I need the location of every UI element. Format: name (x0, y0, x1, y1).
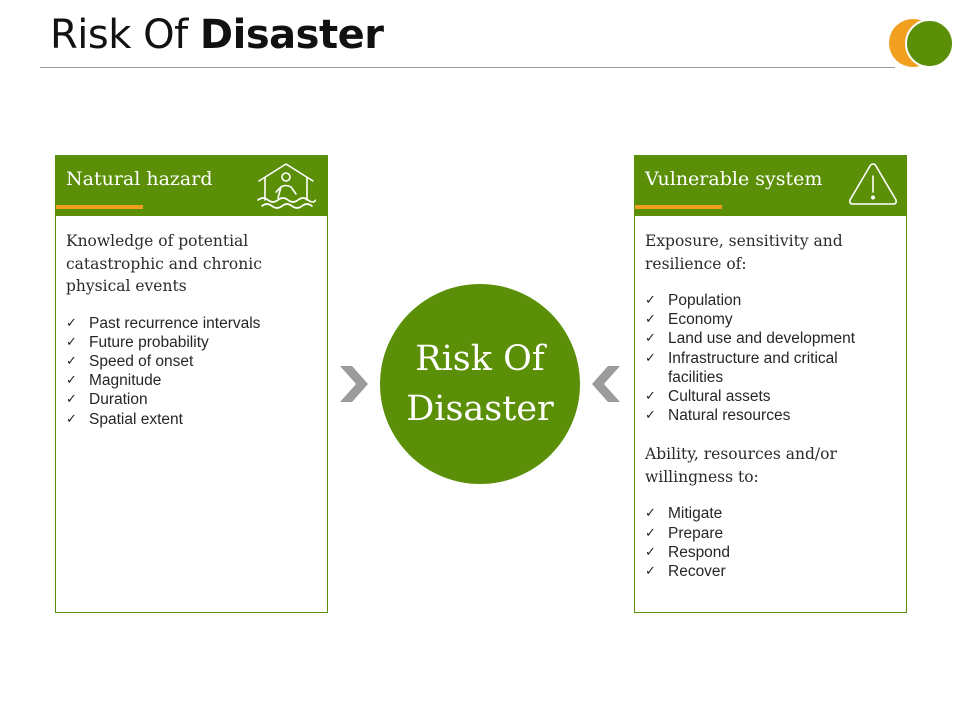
header-accent-line (56, 205, 143, 209)
check-icon: ✓ (645, 312, 656, 328)
ability-list (645, 504, 897, 581)
list-item: ✓ Natural resources (645, 407, 791, 425)
check-icon: ✓ (66, 353, 77, 369)
list-item: ✓ Past recurrence intervals (66, 314, 261, 332)
title-light: Risk Of (50, 12, 188, 58)
check-icon: ✓ (645, 389, 656, 405)
list-item: ✓ Prepare (645, 524, 724, 542)
list-item: ✓ Future probability (66, 333, 209, 351)
check-icon: ✓ (645, 350, 656, 366)
ability-description: Ability, resources and/or willingness to: (645, 445, 837, 486)
vulnerable-system-panel (634, 155, 907, 613)
list-item: ✓ Cultural assets (645, 388, 771, 406)
list-item: ✓ Duration (66, 391, 148, 409)
center-label: Risk Of Disaster (406, 339, 554, 429)
exposure-description: Exposure, sensitivity and resilience of: (645, 232, 843, 273)
list-item: ✓ Land use and development (645, 330, 856, 348)
check-icon: ✓ (66, 392, 77, 408)
check-icon: ✓ (645, 544, 656, 560)
check-icon: ✓ (645, 564, 656, 580)
natural-hazard-list (66, 314, 318, 429)
natural-hazard-panel (55, 155, 328, 613)
check-icon: ✓ (66, 334, 77, 350)
natural-hazard-description: Knowledge of potential catastrophic and chronic physical events (66, 232, 262, 295)
list-item: ✓ Spatial extent (66, 410, 183, 428)
check-icon: ✓ (645, 331, 656, 347)
risk-of-disaster-circle (380, 284, 580, 484)
slide-title (50, 12, 383, 58)
check-icon: ✓ (645, 506, 656, 522)
vulnerable-system-body (635, 216, 906, 581)
check-icon: ✓ (66, 315, 77, 331)
natural-hazard-body (56, 216, 327, 429)
list-item: ✓ Respond (645, 543, 731, 561)
check-icon: ✓ (645, 525, 656, 541)
title-bold: Disaster (199, 12, 384, 58)
brand-circles-logo (887, 17, 957, 69)
list-item: ✓ Speed of onset (66, 352, 194, 370)
list-item: ✓ Recover (645, 563, 726, 581)
logo-green-circle (905, 19, 954, 68)
list-item: ✓ Infrastructure and critical facilities (645, 349, 838, 386)
chevron-right-icon (340, 366, 368, 402)
natural-hazard-header (56, 156, 327, 216)
vulnerable-system-title: Vulnerable system (645, 168, 823, 190)
warning-triangle-icon (847, 160, 899, 208)
header-accent-line (635, 205, 722, 209)
chevron-left-icon (592, 366, 620, 402)
list-item: ✓ Mitigate (645, 505, 723, 523)
exposure-list (645, 291, 897, 425)
title-divider (40, 67, 895, 68)
check-icon: ✓ (645, 293, 656, 308)
check-icon: ✓ (66, 373, 77, 389)
list-item: ✓ Economy (645, 311, 733, 329)
list-item: ✓ Magnitude (66, 372, 162, 390)
check-icon: ✓ (66, 411, 77, 427)
natural-hazard-title: Natural hazard (66, 168, 213, 190)
vulnerable-system-header (635, 156, 906, 216)
flooded-house-icon (256, 160, 316, 210)
check-icon: ✓ (645, 408, 656, 424)
list-item: ✓ Population (645, 292, 742, 309)
